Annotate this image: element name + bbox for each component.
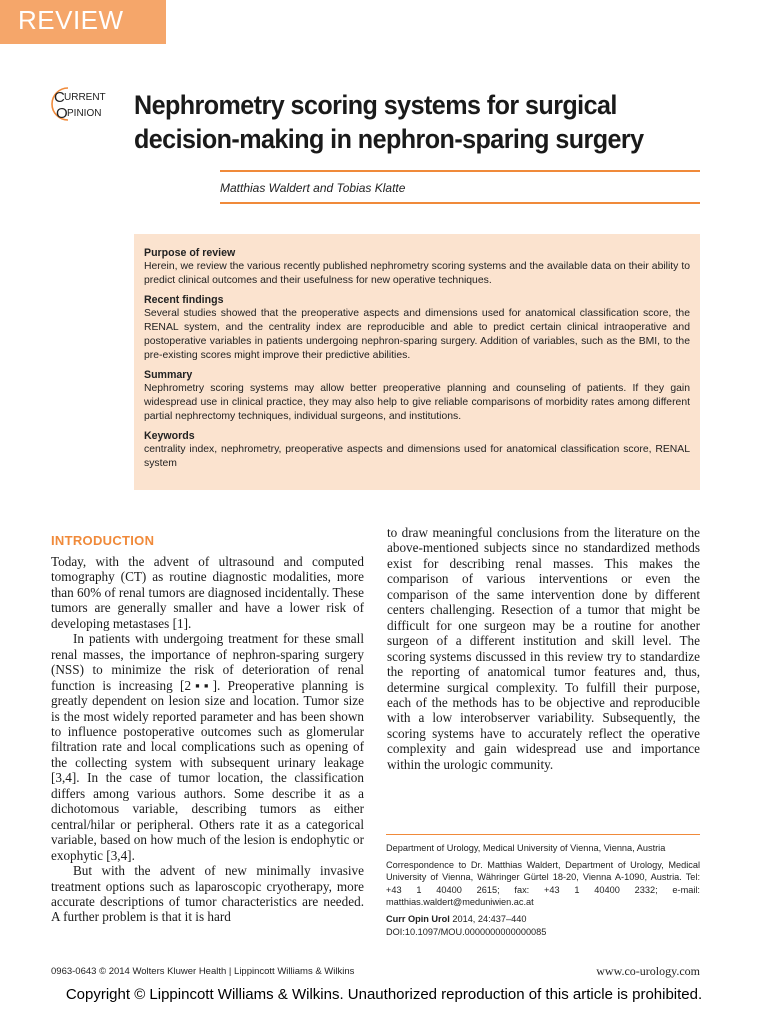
right-column: [387, 525, 700, 772]
summary-heading: Summary: [144, 369, 193, 381]
article-authors: Matthias Waldert and Tobias Klatte: [220, 181, 406, 195]
left-column: [51, 554, 364, 925]
abstract-box: [134, 234, 700, 490]
introduction-heading: INTRODUCTION: [51, 533, 155, 548]
citation-details: 2014, 24:437–440: [449, 913, 527, 924]
right-paragraph-1: to draw meaningful conclusions from the literature on the above-mentioned subjects since no standardized methods exist for describing renal masses. This makes the comparison of various interventions or even the comparison of the same intervention done by different centers challenging. Resection of a tumor that might be difficult for one surgeon may be a routine for another surgeon of a different institution and skill level. The scoring systems discussed in this review try to standardize the reporting of anatomical tumor features and, thus, determine surgical complexity. To fulfill their purpose, each of the methods has to be objective and reproducible with a low interobserver variability. Subsequently, the scoring systems have to accurately reflect the operative complexity and gain widespread use and importance within the urologic community.: [387, 525, 700, 772]
footer-website[interactable]: www.co-urology.com: [596, 964, 700, 978]
purpose-text: Herein, we review the various recently published nephrometry scoring systems and the available data on their ability to predict clinical outcomes and their usefulness for new operative techniques.: [144, 261, 690, 286]
left-paragraph-1: Today, with the advent of ultrasound and computed tomography (CT) as routine diagnostic modalities, more than 60% of renal tumors are diagnosed incidentally. These tumors are generally smaller and have a lower risk of developing metastases [1].: [51, 554, 364, 631]
department: Department of Urology, Medical University of Vienna, Vienna, Austria: [386, 843, 666, 853]
purpose-heading: Purpose of review: [144, 247, 236, 259]
article-title: Nephrometry scoring systems for surgical decision-making in nephron-sparing surgery: [134, 90, 644, 154]
correspondence: Correspondence to Dr. Matthias Waldert, Department of Urology, Medical University of Vienna, Währinger Gürtel 18-20, Vienna A-1090, Austria. Tel: +43 1 40400 2615; fax: +43 1 40400 2332; e-mail: matthias.waldert@meduniwien.ac.at: [386, 859, 700, 908]
doi: DOI:10.1097/MOU.0000000000000085: [386, 926, 547, 937]
summary-text: Nephrometry scoring systems may allow better preoperative planning and counseling of patients. If they gain widespread use in clinical practice, they may also help to give reliable comparisons of morbidity rates among different partial nephrectomy techniques, individual surgeons, and institutions.: [144, 383, 690, 422]
current-opinion-logo: [48, 84, 122, 124]
review-tag-label: REVIEW: [18, 5, 124, 35]
keywords-heading: Keywords: [144, 430, 195, 442]
footer-issn: 0963-0643 © 2014 Wolters Kluwer Health | Lippincott Williams & Wilkins: [51, 966, 355, 977]
affiliation-block: [386, 842, 700, 942]
authors-rule: [220, 202, 700, 204]
review-tag: [0, 0, 166, 44]
findings-text: Several studies showed that the preoperative aspects and dimensions used for anatomical classification score, the RENAL system, and the centrality index are reproducible and able to predict certain clinical intraoperative and postoperative variables in patients undergoing nephron-sparing surgery. Addition of variables, such as the BMI, to the pre-existing scores might improve their predictive abilities.: [144, 308, 690, 361]
left-paragraph-2: In patients with undergoing treatment for these small renal masses, the importance of nephron-sparing surgery (NSS) to minimize the risk of deterioration of renal function is increasing [2▪▪]. Preoperative planning is greatly dependent on lesion size and location. Tumor size is the most widely reported parameter and has been shown to influence postoperative outcomes such as glomerular filtration rate and local complications such as opening of the collecting system with subsequent urinary leakage [3,4]. In the case of tumor location, the classification differs among various authors. Some describe it as a dichotomous variable, describing tumors as either central/hilar or peripheral. Others rate it as a categorical variable, based on how much of the lesion is endophytic or exophytic [3,4].: [51, 631, 364, 863]
citation: [386, 913, 700, 926]
logo-line2: PINION: [67, 108, 102, 119]
title-rule: [220, 170, 700, 172]
keywords-text: centrality index, nephrometry, preoperative aspects and dimensions used for anatomical classification score, RENAL system: [144, 444, 690, 469]
left-paragraph-3: But with the advent of new minimally invasive treatment options such as laparoscopic cryotherapy, more accurate descriptions of tumor characteristics are needed. A further problem is that it is hard: [51, 863, 364, 925]
logo-o: O: [56, 105, 68, 122]
logo-line1: URRENT: [64, 92, 106, 103]
citation-journal: Curr Opin Urol: [386, 913, 450, 924]
affiliation-rule: [386, 834, 700, 835]
copyright-notice: Copyright © Lippincott Williams & Wilkins. Unauthorized reproduction of this article is prohibited.: [65, 986, 703, 1003]
logo-c: C: [54, 89, 65, 106]
findings-heading: Recent findings: [144, 294, 224, 306]
